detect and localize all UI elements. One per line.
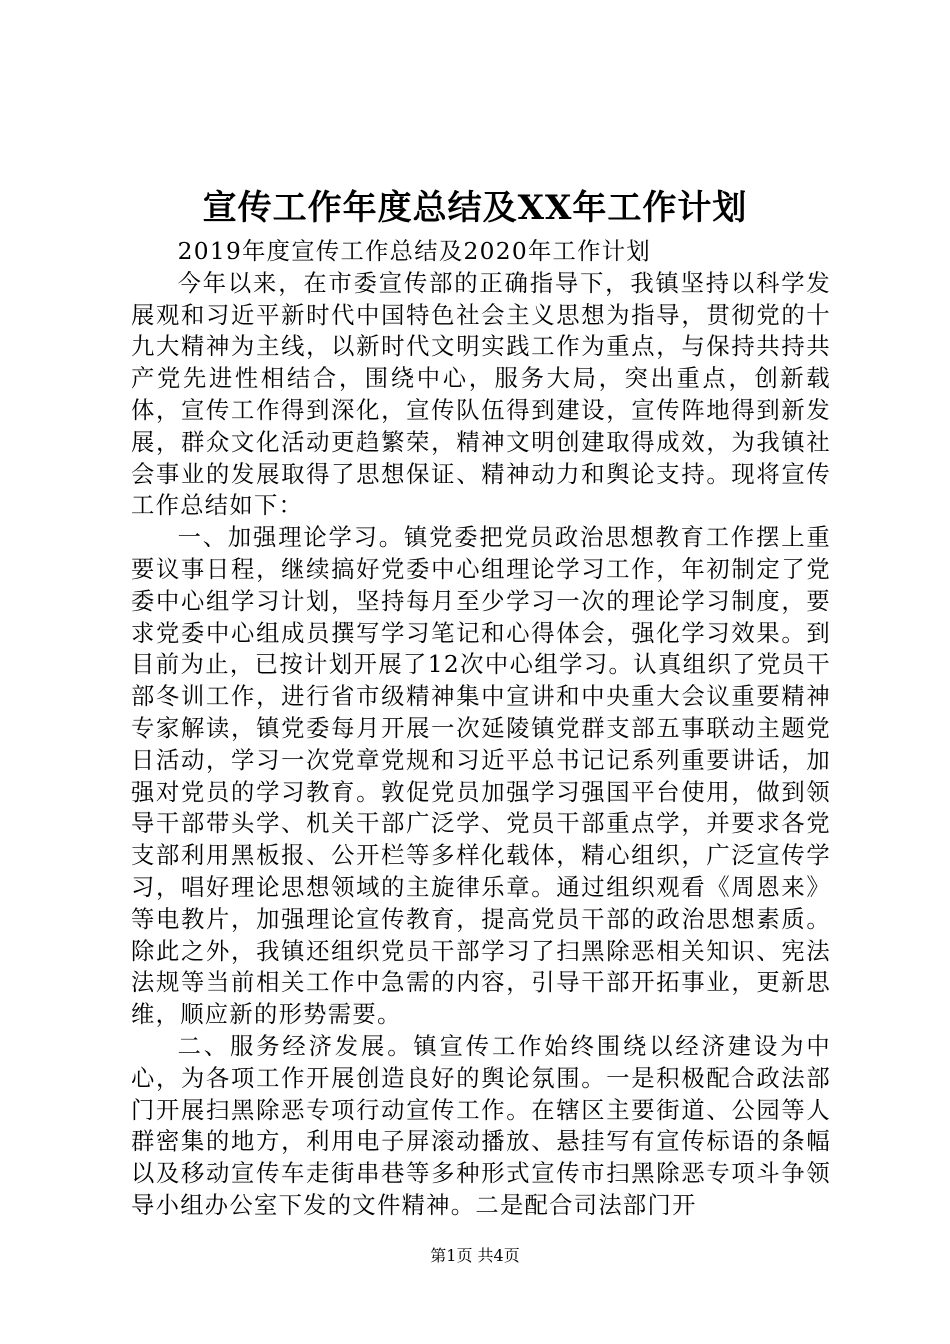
document-subtitle: 2019年度宣传工作总结及2020年工作计划 — [177, 238, 651, 265]
paragraph-theory-study: 一、加强理论学习。镇党委把党员政治思想教育工作摆上重要议事日程，继续搞好党委中心组理论学习工作，年初制定了党委中心组学习计划，坚持每月至少学习一次的理论学习制度，要求党委中心组成员撰写学习笔记和心得体会，强化学习效果。到目前为止，已按计划开展了12次中心组学习。认真组织了党员干部冬训工作，进行省市级精神集中宣讲和中央重大会议重要精神专家解读，镇党委每月开展一次延陵镇党群支部五事联动主题党日活动，学习一次党章党规和习近平总书记记系列重要讲话，加强对党员的学习教育。敦促党员加强学习强国平台使用，做到领导干部带头学、机关干部广泛学、党员干部重点学，并要求各党支部利用黑板报、公开栏等多样化载体，精心组织，广泛宣传学习，唱好理论思想领域的主旋律乐章。通过组织观看《周恩来》等电教片，加强理论宣传教育，提高党员干部的政治思想素质。除此之外，我镇还组织党员干部学习了扫黑除恶相关知识、宪法法规等当前相关工作中急需的内容，引导干部开拓事业，更新思维，顺应新的形势需要。 — [131, 524, 831, 1029]
document-body — [131, 236, 831, 1222]
paragraph-economic-service: 二、服务经济发展。镇宣传工作始终围绕以经济建设为中心，为各项工作开展创造良好的舆论氛围。一是积极配合政法部门开展扫黑除恶专项行动宣传工作。在辖区主要街道、公园等人群密集的地方，利用电子屏滚动播放、悬挂写有宣传标语的条幅以及移动宣传车走街串巷等多种形式宣传市扫黑除恶专项斗争领导小组办公室下发的文件精神。二是配合司法部门开 — [131, 1032, 831, 1219]
paragraph-intro: 今年以来，在市委宣传部的正确指导下，我镇坚持以科学发展观和习近平新时代中国特色社会主义思想为指导，贯彻党的十九大精神为主线，以新时代文明实践工作为重点，与保持共持共产党先进性相结合，围绕中心，服务大局，突出重点，创新载体，宣传工作得到深化，宣传队伍得到建设，宣传阵地得到新发展，群众文化活动更趋繁荣，精神文明创建取得成效，为我镇社会事业的发展取得了思想保证、精神动力和舆论支持。现将宣传工作总结如下： — [131, 269, 831, 520]
document-title: 宣传工作年度总结及XX年工作计划 — [202, 188, 748, 228]
page-indicator: 第1页 共4页 — [430, 1246, 520, 1265]
